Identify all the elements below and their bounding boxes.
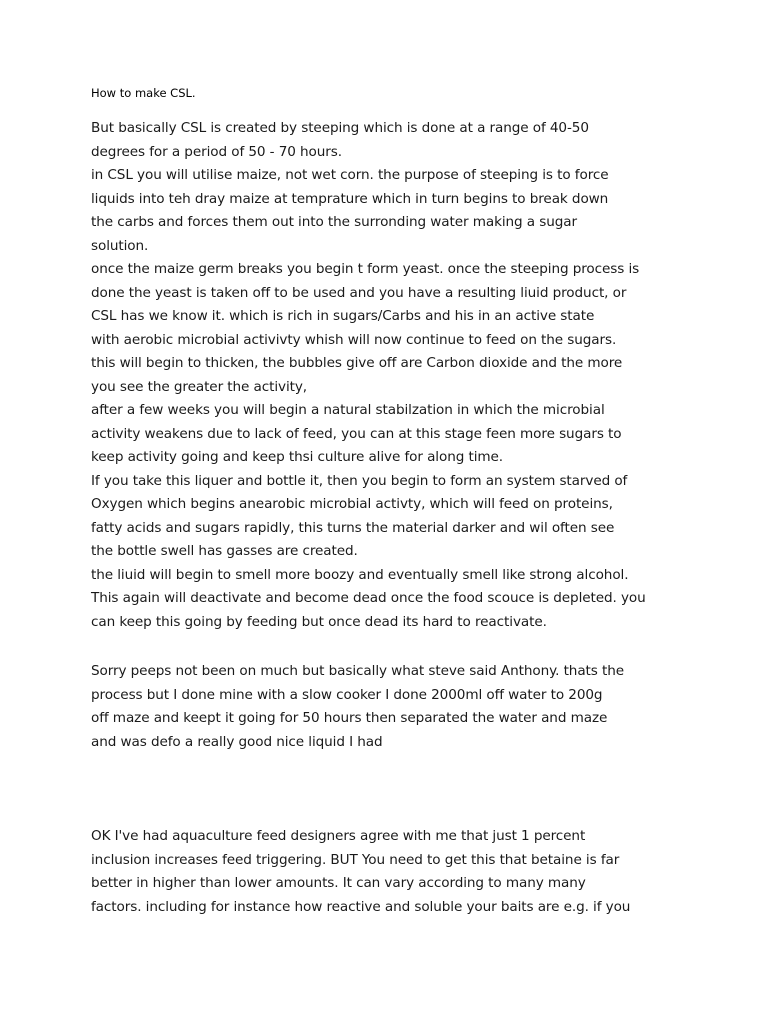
text-line: But basically CSL is created by steeping which is done at a range of 40-50 bbox=[91, 120, 589, 136]
text-line: better in higher than lower amounts. It can vary according to many many bbox=[91, 875, 586, 891]
text-line: and was defo a really good nice liquid I had bbox=[91, 733, 383, 750]
text-line: If you take this liquer and bottle it, then you begin to form an system starved of bbox=[91, 472, 628, 489]
paragraph-slow-cooker bbox=[91, 660, 711, 754]
text-line: done the yeast is taken off to be used and you have a resulting liuid product, or bbox=[91, 284, 627, 301]
text-line: once the maize germ breaks you begin t form yeast. once the steeping process is bbox=[91, 261, 640, 277]
text-line: after a few weeks you will begin a natural stabilzation in which the microbial bbox=[91, 402, 605, 418]
text-line: keep activity going and keep thsi culture alive for along time. bbox=[91, 449, 503, 465]
text-line: fatty acids and sugars rapidly, this turns the material darker and wil often see bbox=[91, 519, 615, 536]
text-line: solution. bbox=[91, 237, 149, 254]
text-line: This again will deactivate and become dead once the food scouce is depleted. you bbox=[91, 590, 646, 606]
text-line: the carbs and forces them out into the surronding water making a sugar bbox=[91, 214, 578, 230]
text-line: the bottle swell has gasses are created. bbox=[91, 543, 358, 559]
text-line: with aerobic microbial activivty whish will now continue to feed on the sugars. bbox=[91, 331, 617, 348]
text-line: liquids into teh dray maize at temprature which in turn begins to break down bbox=[91, 190, 609, 207]
paragraph-betaine bbox=[91, 825, 711, 919]
text-line: factors. including for instance how reactive and soluble your baits are e.g. if you bbox=[91, 898, 631, 915]
text-line: the liuid will begin to smell more boozy and eventually smell like strong alcohol. bbox=[91, 566, 629, 583]
text-line: OK I've had aquaculture feed designers agree with me that just 1 percent bbox=[91, 828, 586, 844]
text-line: Oxygen which begins anearobic microbial activty, which will feed on proteins, bbox=[91, 496, 613, 512]
text-line: activity weakens due to lack of feed, you can at this stage feen more sugars to bbox=[91, 425, 622, 442]
text-line: degrees for a period of 50 - 70 hours. bbox=[91, 143, 342, 160]
text-line: this will begin to thicken, the bubbles give off are Carbon dioxide and the more bbox=[91, 355, 623, 371]
document-title: How to make CSL. bbox=[91, 86, 196, 100]
text-line: CSL has we know it. which is rich in sugars/Carbs and his in an active state bbox=[91, 308, 595, 324]
text-line: Sorry peeps not been on much but basically what steve said Anthony. thats the bbox=[91, 663, 624, 679]
text-line: off maze and keept it going for 50 hours then separated the water and maze bbox=[91, 710, 608, 726]
text-line: process but I done mine with a slow cooker I done 2000ml off water to 200g bbox=[91, 686, 603, 703]
text-line: can keep this going by feeding but once dead its hard to reactivate. bbox=[91, 613, 547, 630]
text-line: in CSL you will utilise maize, not wet corn. the purpose of steeping is to force bbox=[91, 167, 609, 183]
text-line: inclusion increases feed triggering. BUT You need to get this that betaine is far bbox=[91, 851, 620, 868]
text-line: you see the greater the activity, bbox=[91, 378, 308, 395]
paragraph-steeping-process bbox=[91, 117, 711, 634]
